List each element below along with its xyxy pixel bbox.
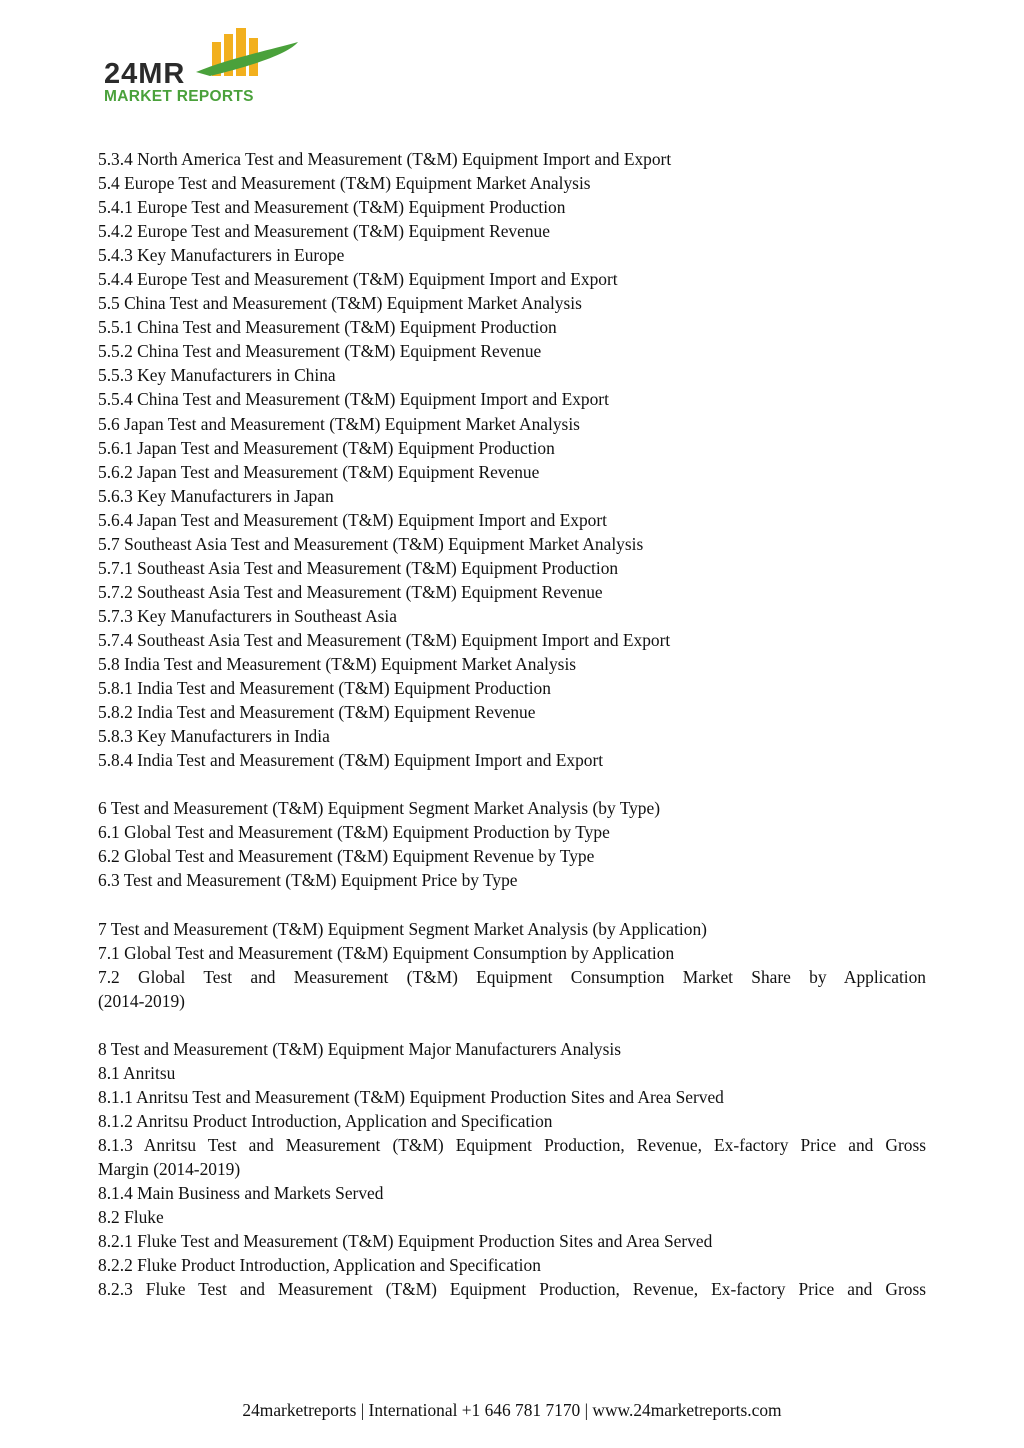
toc-entry: 5.6 Japan Test and Measurement (T&M) Equipment Market Analysis [98, 413, 580, 434]
toc-entry: 5.5.4 China Test and Measurement (T&M) Equipment Import and Export [98, 389, 609, 410]
toc-entry: 8.2.2 Fluke Product Introduction, Application and Specification [98, 1255, 541, 1276]
toc-entry: 5.8.1 India Test and Measurement (T&M) Equipment Production [98, 678, 551, 699]
toc-entry: Margin (2014-2019) [98, 1158, 241, 1179]
toc-entry: 6 Test and Measurement (T&M) Equipment Segment Market Analysis (by Type) [98, 798, 661, 819]
logo-wordmark: 24MR [104, 58, 186, 90]
toc-entry: 5.8.2 India Test and Measurement (T&M) Equipment Revenue [98, 702, 536, 723]
toc-entry: 7.2 Global Test and Measurement (T&M) Equipment Consumption Market Share by Application [98, 966, 926, 987]
toc-entry: 7 Test and Measurement (T&M) Equipment Segment Market Analysis (by Application) [98, 918, 707, 939]
toc-entry: 5.7.1 Southeast Asia Test and Measurement (T&M) Equipment Production [98, 557, 619, 578]
toc-entry: 5.4.2 Europe Test and Measurement (T&M) Equipment Revenue [98, 221, 550, 242]
toc-entry: 8 Test and Measurement (T&M) Equipment Major Manufacturers Analysis [98, 1038, 621, 1059]
toc-entry: 5.4.1 Europe Test and Measurement (T&M) Equipment Production [98, 197, 566, 218]
table-of-contents [98, 147, 926, 1301]
toc-entry: 5.7 Southeast Asia Test and Measurement (T&M) Equipment Market Analysis [98, 533, 644, 554]
toc-entry: 5.3.4 North America Test and Measurement (T&M) Equipment Import and Export [98, 149, 672, 169]
toc-entry: 8.1.4 Main Business and Markets Served [98, 1183, 384, 1204]
toc-entry: 5.7.4 Southeast Asia Test and Measurement (T&M) Equipment Import and Export [98, 629, 671, 650]
toc-entry: 5.8.4 India Test and Measurement (T&M) Equipment Import and Export [98, 750, 604, 771]
toc-entry: 5.7.2 Southeast Asia Test and Measurement (T&M) Equipment Revenue [98, 581, 603, 602]
page-footer: 24marketreports | International +1 646 781 7170 | www.24marketreports.com [242, 1400, 782, 1420]
toc-entry: 5.5.2 China Test and Measurement (T&M) Equipment Revenue [98, 341, 542, 362]
toc-entry: 6.3 Test and Measurement (T&M) Equipment Price by Type [98, 870, 518, 891]
section-spacer [98, 772, 926, 796]
toc-entry: 5.6.4 Japan Test and Measurement (T&M) Equipment Import and Export [98, 509, 607, 530]
logo-tagline: MARKET REPORTS [104, 88, 254, 105]
toc-entry: (2014-2019) [98, 990, 185, 1011]
toc-entry: 8.2.1 Fluke Test and Measurement (T&M) Equipment Production Sites and Area Served [98, 1231, 713, 1252]
toc-entry: 5.6.1 Japan Test and Measurement (T&M) Equipment Production [98, 437, 555, 458]
toc-entry: 5.5.1 China Test and Measurement (T&M) Equipment Production [98, 317, 557, 338]
toc-entry: 8.1.3 Anritsu Test and Measurement (T&M) Equipment Production, Revenue, Ex-factory Price and Gross [98, 1134, 926, 1155]
toc-entry: 5.6.3 Key Manufacturers in Japan [98, 485, 334, 506]
section-spacer [98, 1013, 926, 1037]
toc-entry: 8.1 Anritsu [98, 1062, 176, 1083]
toc-entry: 8.1.1 Anritsu Test and Measurement (T&M) Equipment Production Sites and Area Served [98, 1086, 724, 1107]
toc-entry: 5.7.3 Key Manufacturers in Southeast Asia [98, 605, 397, 626]
toc-entry: 6.2 Global Test and Measurement (T&M) Equipment Revenue by Type [98, 846, 595, 867]
toc-entry: 6.1 Global Test and Measurement (T&M) Equipment Production by Type [98, 822, 610, 843]
toc-entry: 5.8.3 Key Manufacturers in India [98, 726, 330, 747]
toc-entry: 5.4 Europe Test and Measurement (T&M) Equipment Market Analysis [98, 173, 591, 194]
toc-entry: 5.5 China Test and Measurement (T&M) Equipment Market Analysis [98, 293, 582, 314]
section-spacer [98, 892, 926, 916]
toc-entry: 5.6.2 Japan Test and Measurement (T&M) Equipment Revenue [98, 461, 540, 482]
toc-entry: 8.1.2 Anritsu Product Introduction, Application and Specification [98, 1110, 553, 1131]
toc-entry: 8.2 Fluke [98, 1207, 164, 1228]
company-logo [100, 28, 305, 108]
toc-entry: 5.5.3 Key Manufacturers in China [98, 365, 336, 386]
toc-entry: 5.4.3 Key Manufacturers in Europe [98, 245, 345, 266]
toc-entry: 8.2.3 Fluke Test and Measurement (T&M) Equipment Production, Revenue, Ex-factory Price and Gross [98, 1279, 926, 1300]
toc-entry: 5.4.4 Europe Test and Measurement (T&M) Equipment Import and Export [98, 269, 618, 290]
toc-entry: 5.8 India Test and Measurement (T&M) Equipment Market Analysis [98, 653, 577, 674]
toc-entry: 7.1 Global Test and Measurement (T&M) Equipment Consumption by Application [98, 942, 675, 963]
